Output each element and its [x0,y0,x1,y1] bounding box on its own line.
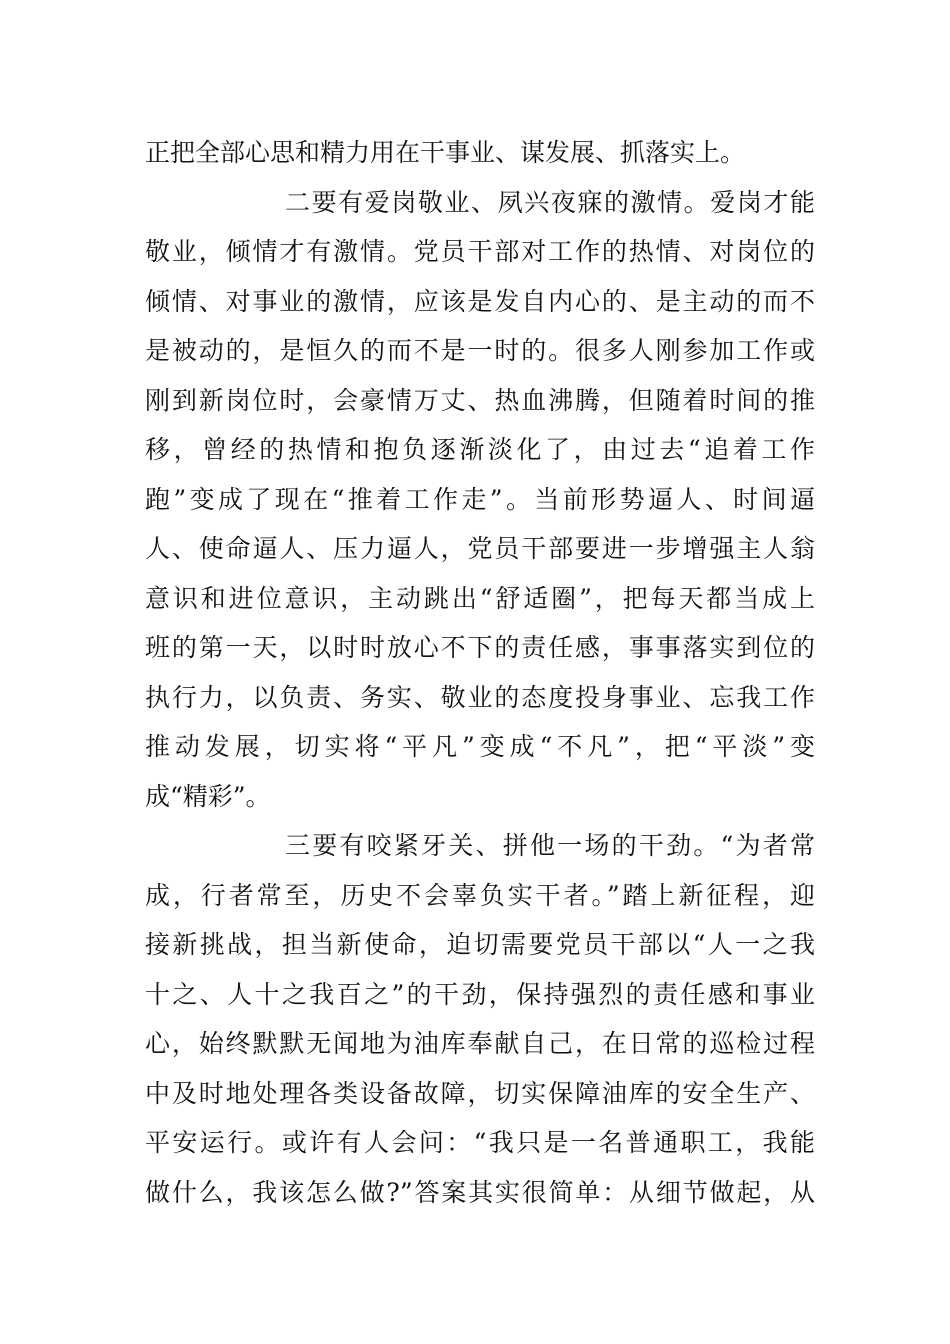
text-line: 平安运行。或许有人会问：“我只是一名普通职工，我能 [145,1128,815,1157]
text-line: 成，行者常至，历史不会辜负实干者。”踏上新征程，迎 [145,880,815,910]
paragraph-start-line: 二要有爱岗敬业、夙兴夜寐的激情。爱岗才能 [285,187,815,217]
text-line: 移，曾经的热情和抱负逐渐淡化了，由过去“追着工作 [145,435,815,464]
text-line: 做什么，我该怎么做?”答案其实很简单：从细节做起，从 [145,1177,815,1207]
text-line: 意识和进位意识，主动跳出“舒适圈”，把每天都当成上 [145,583,815,613]
text-line: 是被动的，是恒久的而不是一时的。很多人刚参加工作或 [145,336,815,365]
text-line: 正把全部心思和精力用在干事业、谋发展、抓落实上。 [145,138,746,167]
text-line: 敬业，倾情才有激情。党员干部对工作的热情、对岗位的 [145,237,815,266]
text-line: 执行力，以负责、务实、敬业的态度投身事业、忘我工作 [145,682,815,712]
text-line: 中及时地处理各类设备故障，切实保障油库的安全生产、 [145,1078,815,1108]
text-line: 心，始终默默无闻地为油库奉献自己，在日常的巡检过程 [145,1029,815,1058]
text-line: 人、使命逼人、压力逼人，党员干部要进一步增强主人翁 [145,534,815,563]
text-line: 成“精彩”。 [145,781,271,811]
text-line: 推动发展，切实将“平凡”变成“不凡”，把“平淡”变 [145,732,815,761]
text-line: 倾情、对事业的激情，应该是发自内心的、是主动的而不 [145,286,815,316]
text-line: 跑”变成了现在“推着工作走”。当前形势逼人、时间逼 [145,484,815,514]
body-text [145,128,815,1217]
text-line: 班的第一天，以时时放心不下的责任感，事事落实到位的 [145,633,815,662]
paragraph-start-line: 三要有咬紧牙关、拼他一场的干劲。“为者常 [285,831,815,860]
text-line: 十之、人十之我百之”的干劲，保持强烈的责任感和事业 [145,979,815,1009]
text-line: 刚到新岗位时，会豪情万丈、热血沸腾，但随着时间的推 [145,385,815,415]
text-line: 接新挑战，担当新使命，迫切需要党员干部以“人一之我 [145,930,815,959]
